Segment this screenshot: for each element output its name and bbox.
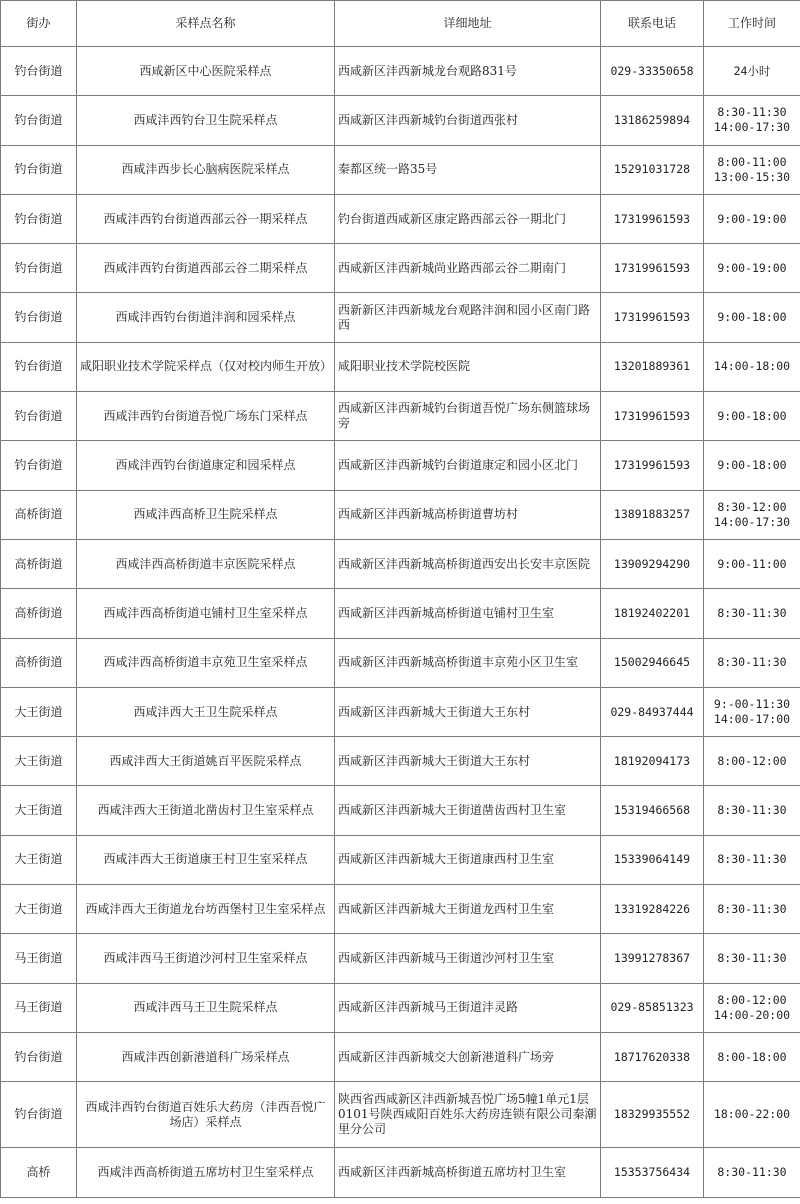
hours-cell: 24小时 (704, 47, 800, 96)
site-name-cell: 西咸新区中心医院采样点 (77, 47, 335, 96)
hours-cell: 9:00-18:00 (704, 392, 800, 441)
phone-cell: 18329935552 (601, 1082, 704, 1148)
address-cell: 西咸新区沣西新城高桥街道西安出长安丰京医院 (335, 539, 601, 588)
hours-cell: 9:-00-11:30 14:00-17:00 (704, 687, 800, 736)
table-row (1, 687, 800, 736)
site-name-cell: 西咸沣西钓台卫生院采样点 (77, 96, 335, 145)
site-name-cell: 西咸沣西大王街道姚百平医院采样点 (77, 737, 335, 786)
table-row (1, 1082, 800, 1148)
hours-cell: 14:00-18:00 (704, 342, 800, 391)
phone-cell: 17319961593 (601, 293, 704, 342)
phone-cell: 029-85851323 (601, 983, 704, 1032)
hours-cell: 8:30-11:30 14:00-17:30 (704, 96, 800, 145)
hours-cell: 9:00-19:00 (704, 194, 800, 243)
table-row (1, 1148, 800, 1197)
table-row (1, 244, 800, 293)
district-cell: 钓台街道 (1, 293, 77, 342)
district-cell: 马王街道 (1, 983, 77, 1032)
hours-cell: 8:30-11:30 (704, 835, 800, 884)
hours-cell: 9:00-19:00 (704, 244, 800, 293)
table-row (1, 835, 800, 884)
address-cell: 西咸新区沣西新城钓台街道康定和园小区北门 (335, 441, 601, 490)
phone-cell: 15291031728 (601, 145, 704, 194)
address-cell: 西咸新区沣西新城大王街道大王东村 (335, 687, 601, 736)
address-cell: 西咸新区沣西新城马王街道沣灵路 (335, 983, 601, 1032)
site-name-cell: 西咸沣西马王街道沙河村卫生室采样点 (77, 934, 335, 983)
address-cell: 西咸新区沣西新城交大创新港道科广场旁 (335, 1032, 601, 1081)
phone-cell: 17319961593 (601, 392, 704, 441)
site-name-cell: 西咸沣西大王街道北凿齿村卫生室采样点 (77, 786, 335, 835)
address-cell: 西咸新区沣西新城马王街道沙河村卫生室 (335, 934, 601, 983)
phone-cell: 15353756434 (601, 1148, 704, 1197)
table-row (1, 737, 800, 786)
phone-cell: 029-84937444 (601, 687, 704, 736)
site-name-cell: 西咸沣西马王卫生院采样点 (77, 983, 335, 1032)
district-cell: 高桥街道 (1, 638, 77, 687)
phone-cell: 17319961593 (601, 441, 704, 490)
address-cell: 西咸新区沣西新城高桥街道五席坊村卫生室 (335, 1148, 601, 1197)
district-cell: 钓台街道 (1, 441, 77, 490)
site-name-cell: 西咸沣西高桥街道丰京苑卫生室采样点 (77, 638, 335, 687)
district-cell: 钓台街道 (1, 244, 77, 293)
site-name-cell: 西咸沣西钓台街道西部云谷二期采样点 (77, 244, 335, 293)
table-row (1, 490, 800, 539)
site-name-cell: 西咸沣西高桥街道丰京医院采样点 (77, 539, 335, 588)
table-row (1, 589, 800, 638)
phone-cell: 15002946645 (601, 638, 704, 687)
district-cell: 钓台街道 (1, 47, 77, 96)
district-cell: 钓台街道 (1, 1082, 77, 1148)
site-name-cell: 西咸沣西钓台街道百姓乐大药房（沣西吾悦广场店）采样点 (77, 1082, 335, 1148)
site-name-cell: 西咸沣西钓台街道康定和园采样点 (77, 441, 335, 490)
address-cell: 秦都区统一路35号 (335, 145, 601, 194)
table-row (1, 983, 800, 1032)
table-row (1, 539, 800, 588)
phone-cell: 13891883257 (601, 490, 704, 539)
phone-cell: 13319284226 (601, 885, 704, 934)
table-row (1, 194, 800, 243)
table-body (1, 47, 800, 1198)
address-cell: 咸阳职业技术学院校医院 (335, 342, 601, 391)
phone-cell: 13186259894 (601, 96, 704, 145)
district-cell: 钓台街道 (1, 1032, 77, 1081)
district-cell: 高桥街道 (1, 490, 77, 539)
district-cell: 高桥街道 (1, 589, 77, 638)
table-row (1, 638, 800, 687)
phone-cell: 15319466568 (601, 786, 704, 835)
hours-cell: 8:00-18:00 (704, 1032, 800, 1081)
table-row (1, 47, 800, 96)
header-phone: 联系电话 (601, 1, 704, 47)
phone-cell: 13201889361 (601, 342, 704, 391)
hours-cell: 8:00-12:00 14:00-20:00 (704, 983, 800, 1032)
table-row (1, 1032, 800, 1081)
district-cell: 大王街道 (1, 687, 77, 736)
header-hours: 工作时间 (704, 1, 800, 47)
phone-cell: 13991278367 (601, 934, 704, 983)
phone-cell: 18717620338 (601, 1032, 704, 1081)
address-cell: 钓台街道西咸新区康定路西部云谷一期北门 (335, 194, 601, 243)
hours-cell: 8:00-11:00 13:00-15:30 (704, 145, 800, 194)
site-name-cell: 西咸沣西高桥卫生院采样点 (77, 490, 335, 539)
table-row (1, 96, 800, 145)
hours-cell: 9:00-18:00 (704, 293, 800, 342)
hours-cell: 8:30-11:30 (704, 885, 800, 934)
hours-cell: 8:30-11:30 (704, 638, 800, 687)
header-address: 详细地址 (335, 1, 601, 47)
site-name-cell: 西咸沣西高桥街道屯铺村卫生室采样点 (77, 589, 335, 638)
table-row (1, 885, 800, 934)
table-row (1, 441, 800, 490)
hours-cell: 8:30-11:30 (704, 1148, 800, 1197)
site-name-cell: 咸阳职业技术学院采样点（仅对校内师生开放） (77, 342, 335, 391)
address-cell: 西咸新区沣西新城高桥街道丰京苑小区卫生室 (335, 638, 601, 687)
address-cell: 西咸新区沣西新城大王街道龙西村卫生室 (335, 885, 601, 934)
phone-cell: 15339064149 (601, 835, 704, 884)
district-cell: 马王街道 (1, 934, 77, 983)
hours-cell: 9:00-11:00 (704, 539, 800, 588)
address-cell: 西咸新区沣西新城钓台街道吾悦广场东侧篮球场旁 (335, 392, 601, 441)
district-cell: 高桥 (1, 1148, 77, 1197)
district-cell: 高桥街道 (1, 539, 77, 588)
table-row (1, 342, 800, 391)
district-cell: 大王街道 (1, 737, 77, 786)
phone-cell: 17319961593 (601, 244, 704, 293)
district-cell: 钓台街道 (1, 96, 77, 145)
district-cell: 钓台街道 (1, 194, 77, 243)
phone-cell: 13909294290 (601, 539, 704, 588)
phone-cell: 18192402201 (601, 589, 704, 638)
address-cell: 西新新区沣西新城龙台观路沣润和园小区南门路西 (335, 293, 601, 342)
site-name-cell: 西咸沣西钓台街道沣润和园采样点 (77, 293, 335, 342)
district-cell: 大王街道 (1, 885, 77, 934)
district-cell: 大王街道 (1, 786, 77, 835)
table-row (1, 934, 800, 983)
address-cell: 西咸新区沣西新城大王街道凿齿西村卫生室 (335, 786, 601, 835)
header-site-name: 采样点名称 (77, 1, 335, 47)
address-cell: 西咸新区沣西新城高桥街道屯铺村卫生室 (335, 589, 601, 638)
site-name-cell: 西咸沣西步长心脑病医院采样点 (77, 145, 335, 194)
address-cell: 西咸新区沣西新城大王街道康西村卫生室 (335, 835, 601, 884)
header-row (1, 1, 800, 47)
hours-cell: 8:30-11:30 (704, 786, 800, 835)
site-name-cell: 西咸沣西大王街道康王村卫生室采样点 (77, 835, 335, 884)
district-cell: 钓台街道 (1, 392, 77, 441)
table-row (1, 786, 800, 835)
site-name-cell: 西咸沣西大王街道龙台坊西堡村卫生室采样点 (77, 885, 335, 934)
address-cell: 西咸新区沣西新城钓台街道西张村 (335, 96, 601, 145)
hours-cell: 18:00-22:00 (704, 1082, 800, 1148)
site-name-cell: 西咸沣西钓台街道吾悦广场东门采样点 (77, 392, 335, 441)
district-cell: 钓台街道 (1, 342, 77, 391)
district-cell: 钓台街道 (1, 145, 77, 194)
district-cell: 大王街道 (1, 835, 77, 884)
table-row (1, 293, 800, 342)
hours-cell: 8:30-11:30 (704, 934, 800, 983)
hours-cell: 8:00-12:00 (704, 737, 800, 786)
address-cell: 陕西省西咸新区沣西新城吾悦广场5幢1单元1层0101号陕西咸阳百姓乐大药房连锁有限公司秦潮里分公司 (335, 1082, 601, 1148)
site-name-cell: 西咸沣西钓台街道西部云谷一期采样点 (77, 194, 335, 243)
hours-cell: 8:30-11:30 (704, 589, 800, 638)
phone-cell: 17319961593 (601, 194, 704, 243)
address-cell: 西咸新区沣西新城尚业路西部云谷二期南门 (335, 244, 601, 293)
site-name-cell: 西咸沣西大王卫生院采样点 (77, 687, 335, 736)
address-cell: 西咸新区沣西新城大王街道大王东村 (335, 737, 601, 786)
table-row (1, 145, 800, 194)
site-name-cell: 西咸沣西高桥街道五席坊村卫生室采样点 (77, 1148, 335, 1197)
hours-cell: 9:00-18:00 (704, 441, 800, 490)
address-cell: 西咸新区沣西新城高桥街道曹坊村 (335, 490, 601, 539)
header-district: 街办 (1, 1, 77, 47)
address-cell: 西咸新区沣西新城龙台观路831号 (335, 47, 601, 96)
phone-cell: 029-33350658 (601, 47, 704, 96)
hours-cell: 8:30-12:00 14:00-17:30 (704, 490, 800, 539)
phone-cell: 18192094173 (601, 737, 704, 786)
table-row (1, 392, 800, 441)
site-name-cell: 西咸沣西创新港道科广场采样点 (77, 1032, 335, 1081)
